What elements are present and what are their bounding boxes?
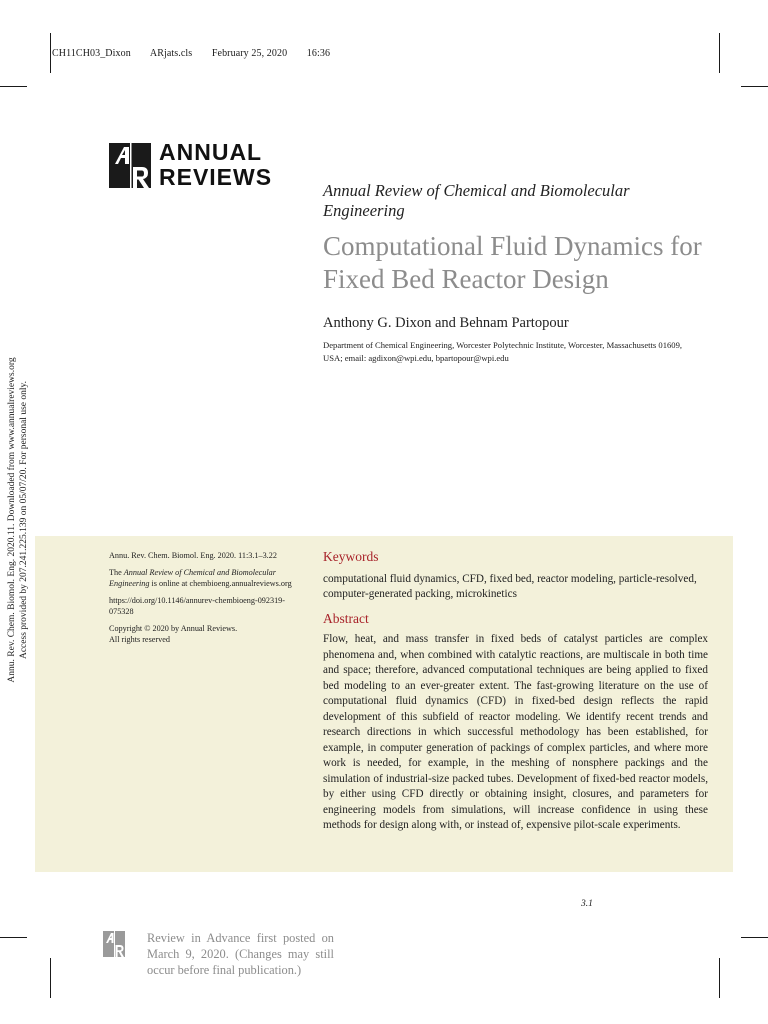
header-date: February 25, 2020 [211,48,288,59]
journal-name: Annual Review of Chemical and Biomolecular Engineering [323,181,630,220]
crop-mark [50,958,51,998]
header-time: 16:36 [306,48,331,59]
online-journal: Annual Review of Chemical and Biomolecular Engineering [109,568,276,588]
citation-ref: Annu. Rev. Chem. Biomol. Eng. 2020. 11:3.1–3.22 [109,551,277,560]
download-notice-line1: Annu. Rev. Chem. Biomol. Eng. 2020.11. Downloaded from www.annualreviews.org [7,357,17,683]
review-in-advance-notice: Review in Advance first posted on March 9, 2020. (Changes may still occur before final publication.) [147,931,334,977]
crop-mark [741,937,768,938]
copyright: Copyright © 2020 by Annual Reviews. All rights reserved [109,624,238,644]
annual-reviews-logo-icon [109,143,151,188]
article-title: Computational Fluid Dynamics for Fixed Bed Reactor Design [323,231,702,294]
logo-line2: REVIEWS [159,164,273,190]
running-header [52,48,347,59]
header-cls: ARjats.cls [149,48,193,59]
citation-block [109,550,309,651]
download-notice-line2: Access provided by 207.241.225.139 on 05/07/20. For personal use only. [19,380,29,660]
keywords-heading: Keywords [323,549,379,564]
logo-wordmark [159,140,272,190]
abstract-text: Flow, heat, and mass transfer in fixed beds of catalyst particles are complex phenomena and, when combined with catalytic reactions, are multiscale in both time and space; therefore, advanced computational techniques are being applied to fixed bed modeling to an ever-greater extent. The fast-growing literature on the use of computational fluid dynamics (CFD) in fixed-bed design reflects the rapid development of this subfield of reactor modeling. We identify recent trends and research directions in which successful methodology has been established, for example, in computer generation of packings of complex particles, and where more work is needed, for example, in the meshing of nonsphere packings and the simulation of industrial-size packed tubes. Development of fixed-bed reactor models, by either using CFD directly or obtaining insight, closures, and parameters for engineering models from simulations, will increase confidence in using these methods for design along with, or instead of, expensive pilot-scale experiments. [323,633,708,831]
keywords-text: computational fluid dynamics, CFD, fixed bed, reactor modeling, particle-resolved, computer-generated packing, microkinetics [323,573,697,601]
authors: Anthony G. Dixon and Behnam Partopour [323,315,569,331]
crop-mark [719,958,720,998]
crop-mark [719,33,720,73]
crop-mark [50,33,51,73]
ar-small-logo-icon [103,931,125,957]
page-number: 3.1 [581,899,593,909]
header-file: CH11CH03_Dixon [52,48,131,59]
crop-mark [0,86,27,87]
crop-mark [741,86,768,87]
affiliation: Department of Chemical Engineering, Worcester Polytechnic Institute, Worcester, Massachusetts 01609, USA; email: agdixon@wpi.edu, bpartopour@wpi.edu [323,340,683,363]
abstract-heading: Abstract [323,611,369,626]
crop-mark [0,937,27,938]
doi-link[interactable]: https://doi.org/10.1146/annurev-chembioeng-092319-075328 [109,596,286,616]
logo-line1: ANNUAL [159,139,263,165]
online-note: The Annual Review of Chemical and Biomolecular Engineering is online at chembioeng.annualreviews.org [109,568,292,588]
